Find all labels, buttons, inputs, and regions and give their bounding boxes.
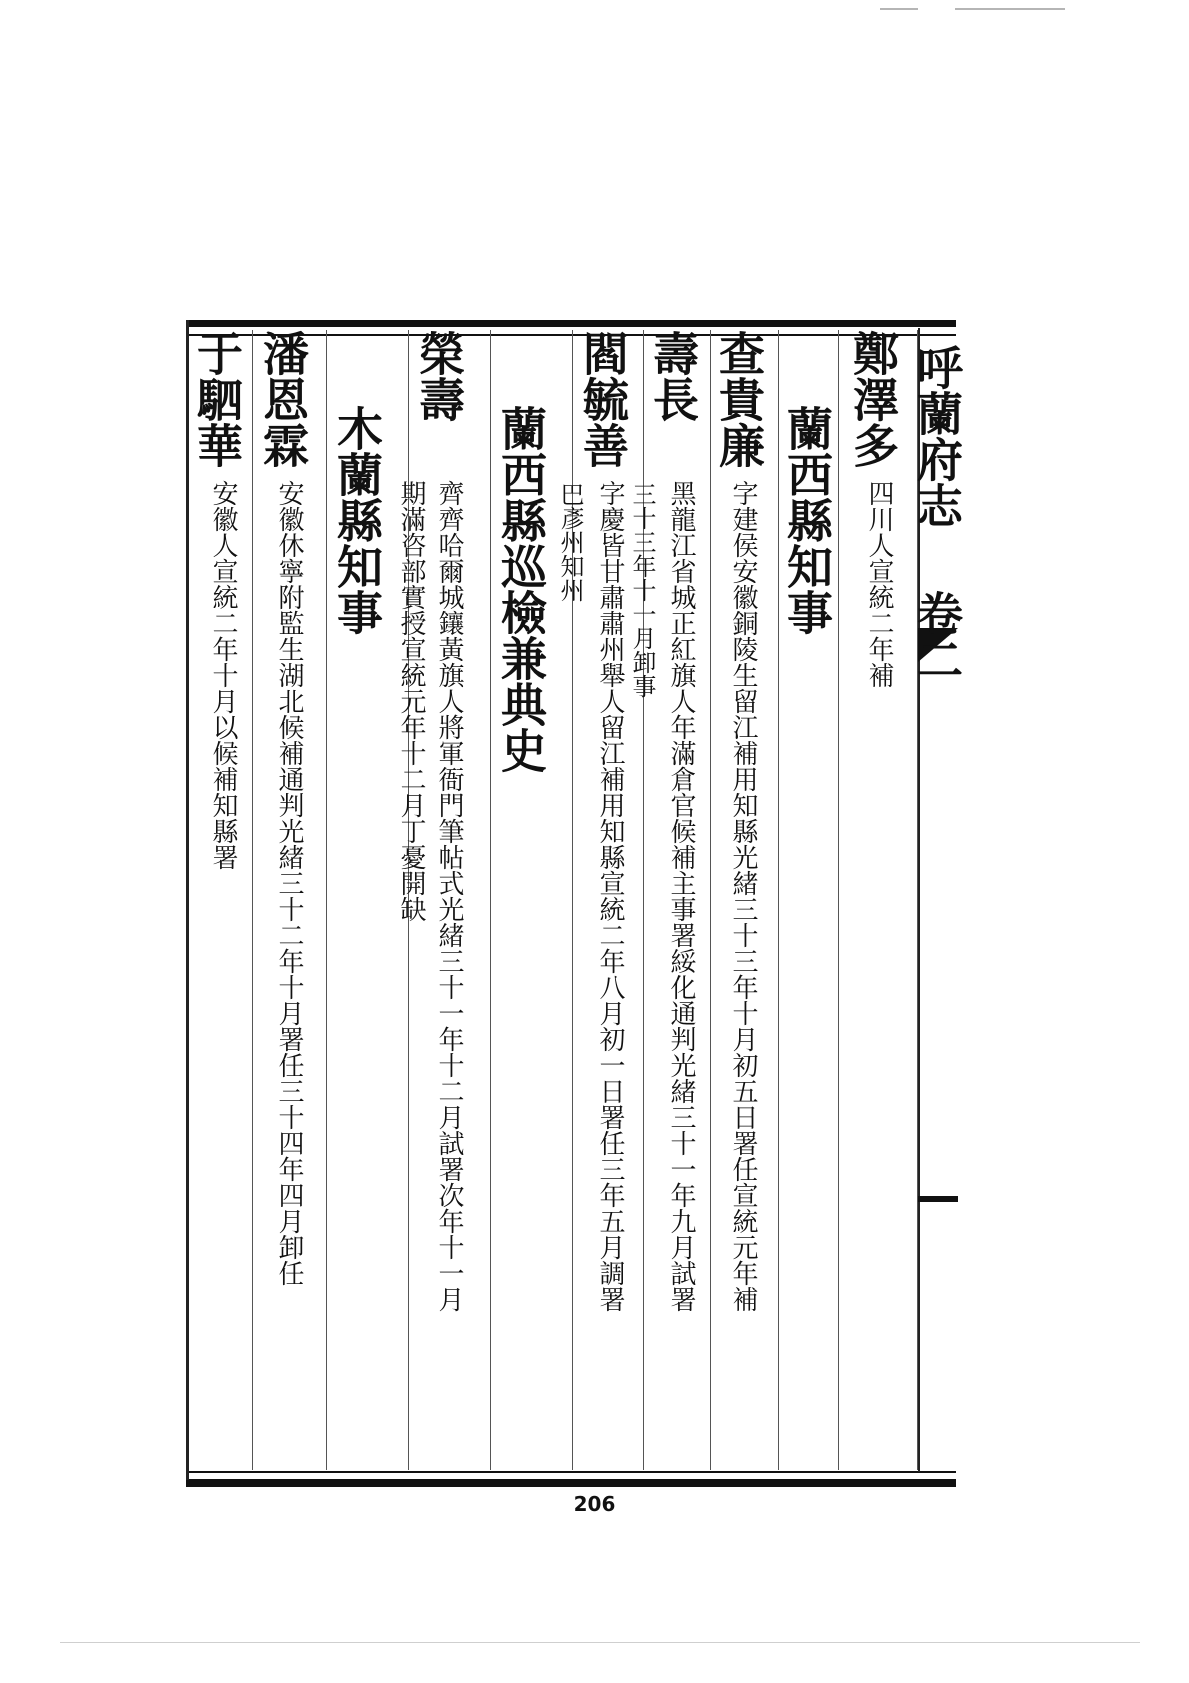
entry-note: 安徽休寧附監生湖北候補通判光緒三十二年十月署任三十四年四月卸任	[274, 480, 304, 1286]
entry-name: 榮壽	[412, 330, 466, 422]
scan-bottom-line	[60, 1642, 1140, 1643]
frame-left-edge	[186, 320, 189, 1480]
entry-note: 安徽人宣統二年十月以候補知縣署	[208, 480, 238, 870]
entry-note-continued: 巴彥州知州	[556, 482, 584, 602]
entry-name: 壽長	[646, 330, 700, 422]
volume-label: 卷二	[910, 590, 964, 682]
section-heading: 蘭西縣知事	[780, 405, 834, 635]
scan-edge-line	[955, 8, 1065, 10]
column-rule	[490, 330, 491, 1470]
column-rule	[710, 330, 711, 1470]
column-rule	[252, 330, 253, 1470]
scan-edge-line	[880, 8, 918, 10]
entry-note: 字慶皆甘肅肅州舉人留江補用知縣宣統二年八月初一日署任三年五月調署	[595, 480, 625, 1312]
book-title: 呼蘭府志	[910, 344, 964, 528]
entry-note: 黑龍江省城正紅旗人年滿倉官候補主事署綏化通判光緒三十一年九月試署	[666, 480, 696, 1312]
column-rule	[778, 330, 779, 1470]
entry-name: 查貴廉	[712, 330, 766, 468]
entry-note-continued: 三十三年十一月卸事	[628, 482, 656, 698]
frame-inner-bottom	[186, 1471, 956, 1473]
entry-name: 于駟華	[190, 330, 244, 468]
column-rule	[326, 330, 327, 1470]
section-heading: 木蘭縣知事	[330, 405, 384, 635]
entry-name: 閻毓善	[576, 330, 630, 468]
entry-note-continued: 期滿咨部實授宣統元年十二月丁憂開缺	[396, 480, 426, 922]
entry-name: 鄭澤多	[846, 330, 900, 468]
entry-name: 潘恩霖	[256, 330, 310, 468]
entry-note: 字建侯安徽銅陵生留江補用知縣光緒三十三年十月初五日署任宣統元年補	[728, 480, 758, 1312]
page-number: 206	[573, 1492, 616, 1516]
section-heading: 蘭西縣巡檢兼典史	[494, 405, 548, 773]
fish-tail-bar	[918, 1196, 958, 1202]
column-rule	[838, 330, 839, 1470]
entry-note: 四川人宣統二年補	[864, 480, 894, 688]
entry-note: 齊齊哈爾城鑲黃旗人將軍衙門筆帖式光緒三十一年十二月試署次年十一月	[434, 480, 464, 1312]
